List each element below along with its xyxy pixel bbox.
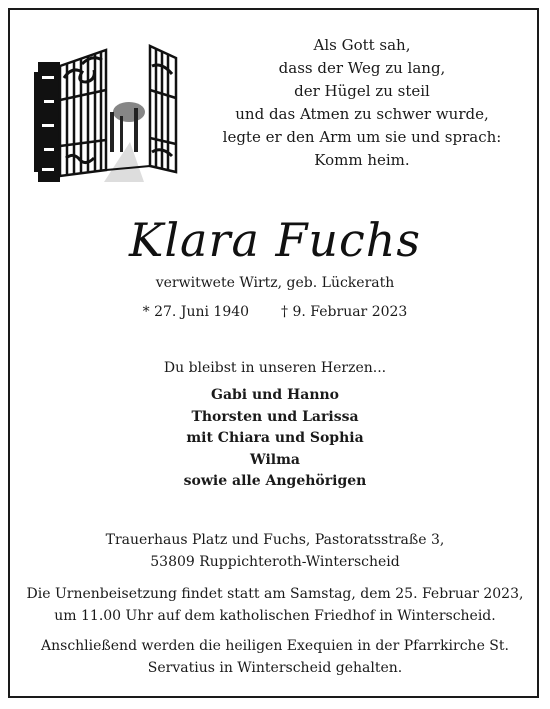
poem xyxy=(212,34,512,172)
mourner: sowie alle Angehörigen xyxy=(183,473,367,490)
mourner: Thorsten und Larissa xyxy=(191,408,359,425)
birth-date: * 27. Juni 1940 xyxy=(142,304,250,320)
mourner: Wilma xyxy=(250,451,300,468)
mourner: Gabi und Hanno xyxy=(210,387,340,403)
death-date: † 9. Februar 2023 xyxy=(281,304,408,320)
burial-line: Die Urnenbeisetzung findet statt am Samstag, dem 25. Februar 2023, xyxy=(26,586,524,602)
poem-line: dass der Weg zu lang, xyxy=(278,59,446,77)
burial-line: um 11.00 Uhr auf dem katholischen Friedhof in Winterscheid. xyxy=(54,608,496,624)
address-line: 53809 Ruppichteroth-Winterscheid xyxy=(150,554,400,570)
poem-line: Als Gott sah, xyxy=(313,36,411,54)
poem-line: der Hügel zu steil xyxy=(294,82,430,100)
exequien-info xyxy=(0,635,550,679)
poem-line: und das Atmen zu schwer wurde, xyxy=(235,105,489,123)
poem-line: legte er den Arm um sie und sprach: xyxy=(222,128,502,146)
house-of-mourning-address xyxy=(0,529,550,573)
exequien-line: Servatius in Winterscheid gehalten. xyxy=(147,660,403,676)
maiden-name-line: verwitwete Wirtz, geb. Lückerath xyxy=(155,275,395,291)
mourner: mit Chiara und Sophia xyxy=(186,430,364,447)
address-line: Trauerhaus Platz und Fuchs, Pastoratsstraße 3, xyxy=(105,532,445,548)
remembrance-line: Du bleibst in unseren Herzen... xyxy=(163,360,387,376)
life-dates xyxy=(0,302,550,322)
burial-info xyxy=(0,583,550,627)
deceased-name: Klara Fuchs xyxy=(128,213,422,267)
garden-gate-icon xyxy=(34,42,184,182)
exequien-line: Anschließend werden die heiligen Exequien in der Pfarrkirche St. xyxy=(41,638,509,654)
mourners-list xyxy=(0,385,550,493)
poem-line: Komm heim. xyxy=(314,151,410,169)
